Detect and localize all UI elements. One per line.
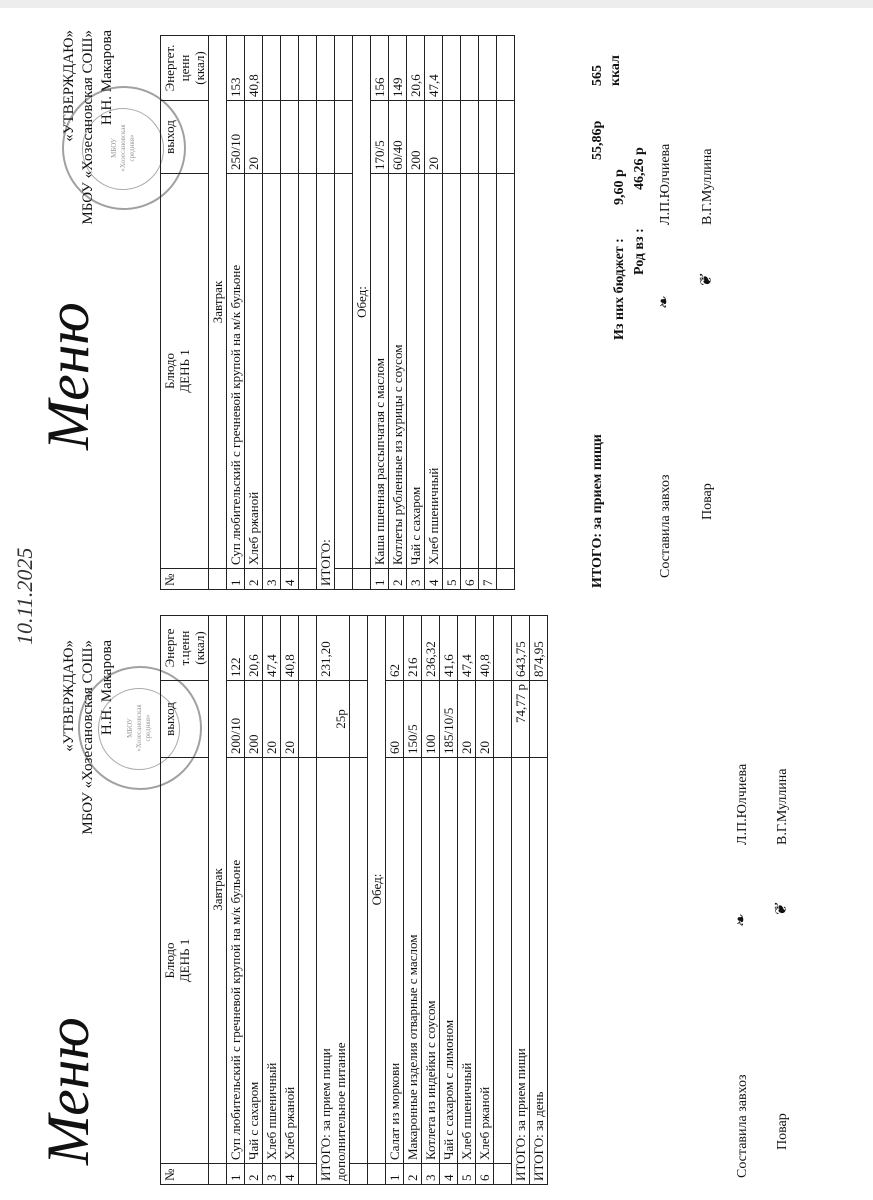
dish-output: 20 [425,101,443,174]
lunch-total-energy: 565 [590,65,605,86]
section-row [209,616,227,1185]
table-row [389,36,407,590]
dish-energy [281,36,299,101]
dish-output [479,101,497,174]
dish-energy: 40,8 [281,616,299,681]
composer-signature: ❧ [654,296,673,310]
composer-name: Л.П.Юлчиева [735,763,750,845]
dish-output: 20 [263,681,281,758]
empty-cell [299,758,317,1164]
empty-cell [494,1164,512,1185]
row-no: 2 [389,569,407,590]
empty-cell [335,101,353,174]
empty-cell [497,36,515,101]
lunch-total-energy: 643,75 [512,616,530,681]
empty-cell [350,616,368,681]
row-no: 3 [407,569,425,590]
approve-director: Н.Н. Макарова [99,30,115,126]
composer-signature: ❧ [731,914,750,928]
row-no: 6 [461,569,479,590]
school-stamp: МБОУ «Хозесановская средняя» [78,666,202,790]
total-row [317,616,350,1185]
row-no: 4 [440,1164,458,1185]
dish-name: Макаронные изделия отварные с маслом [404,758,422,1164]
day-total-label: ИТОГО: за день [530,758,548,1185]
menu-table [160,35,515,590]
dish-output: 60/40 [389,101,407,174]
col-energy: Энергет. ценн (ккал) [161,36,209,101]
table-header-row [161,616,209,1185]
breakfast-total-energy: 231,20 [317,616,350,681]
dish-name: Хлеб пшеничный [425,174,443,569]
empty-cell [335,36,353,101]
table-row [461,36,479,590]
spacer-row [299,616,317,1185]
table-row [407,36,425,590]
composer-name: Л.П.Юлчиева [658,143,673,225]
row-no: 2 [245,1164,263,1185]
empty-cell [299,101,317,174]
dish-energy: 47,4 [263,616,281,681]
empty-cell [335,174,353,569]
dish-energy: 41,6 [440,616,458,681]
dish-name: Хлеб ржаной [245,174,263,569]
approve-org: МБОУ «Хозесановская СОШ» [80,640,96,835]
dish-output [443,101,461,174]
parents-value: 46,26 р [632,147,647,190]
col-dish: Блюдо ДЕНЬ 1 [161,758,209,1164]
dish-name: Котлета из индейки с соусом [422,758,440,1164]
empty-cell [299,681,317,758]
dish-output: 20 [245,101,263,174]
total-row [317,36,335,590]
menu-left [0,600,873,1200]
handwritten-date: 10.11.2025 [12,547,37,645]
dish-energy: 236,32 [422,616,440,681]
day-total-energy: 874,95 [530,616,548,681]
dish-energy [443,36,461,101]
empty-cell [350,758,368,1164]
breakfast-total-label: ИТОГО: [317,174,335,590]
dish-energy: 216 [404,616,422,681]
empty-cell [497,101,515,174]
empty-cell [299,174,317,569]
dish-name: Чай с сахаром [407,174,425,569]
col-output: выход [161,681,209,758]
table-row [263,616,281,1185]
empty-cell [350,681,368,758]
empty-cell [497,569,515,590]
row-no: 7 [479,569,497,590]
row-no: 3 [263,1164,281,1185]
cook-name: В.Г.Муллина [700,148,715,225]
dish-output: 200 [245,681,263,758]
row-no: 1 [371,569,389,590]
dish-name [461,174,479,569]
table-row [227,36,245,590]
lunch-label: Обед: [368,616,386,1164]
dish-output [281,101,299,174]
table-row [425,36,443,590]
cook-name: В.Г.Муллина [775,768,790,845]
col-no: № [161,1164,209,1185]
dish-name: Котлеты рубленные из курицы с соусом [389,174,407,569]
row-no: 5 [458,1164,476,1185]
dish-energy: 40,8 [245,36,263,101]
empty-cell [335,569,353,590]
lunch-total-unit: ккал [608,55,623,86]
table-row [386,616,404,1185]
spacer-row [494,616,512,1185]
table-row [263,36,281,590]
dish-energy: 62 [386,616,404,681]
dish-output: 185/10/5 [440,681,458,758]
lunch-total-price: 55,86р [590,120,605,160]
empty-cell [209,569,227,590]
approve-block [60,640,117,835]
dish-output: 20 [281,681,299,758]
cook-label: Повар [775,1113,790,1150]
table-row [440,616,458,1185]
row-no: 3 [263,569,281,590]
dish-name [263,174,281,569]
dish-output: 20 [476,681,494,758]
row-no: 4 [281,569,299,590]
col-no: № [161,569,209,590]
empty-cell [299,616,317,681]
cook-signature: ❦ [771,903,790,917]
col-energy: Энерге т.ценн (ккал) [161,616,209,681]
col-dish: Блюдо ДЕНЬ 1 [161,174,209,569]
table-row [422,616,440,1185]
dish-name [281,174,299,569]
dish-energy: 153 [227,36,245,101]
table-row [281,616,299,1185]
dish-energy: 149 [389,36,407,101]
budget-value: 9,60 р [612,169,627,205]
empty-cell [317,36,335,101]
dish-name: Чай с сахаром [245,758,263,1164]
dish-energy [263,36,281,101]
section-row [368,616,386,1185]
menu-title: Меню [35,1017,101,1165]
composer-label: Составила завхоз [735,1074,750,1178]
menu-table [160,615,548,1185]
menu-title: Меню [35,302,101,450]
spacer-row [497,36,515,590]
total-row [512,616,530,1185]
empty-cell [494,616,512,681]
empty-cell [497,174,515,569]
lunch-total-price: 74,77 р [512,681,530,758]
empty-cell [317,101,335,174]
table-row [227,616,245,1185]
table-row [443,36,461,590]
dish-name: Салат из моркови [386,758,404,1164]
dish-energy: 20,6 [245,616,263,681]
spacer-row [350,616,368,1185]
dish-output: 20 [458,681,476,758]
empty-cell [350,1164,368,1185]
section-row [353,36,371,590]
approve-org: МБОУ «Хозесановская СОШ» [80,30,96,225]
table-header-row [161,36,209,590]
empty-cell [494,681,512,758]
dish-output: 200 [407,101,425,174]
row-no: 3 [422,1164,440,1185]
dish-name: Хлеб ржаной [281,758,299,1164]
row-no: 2 [404,1164,422,1185]
empty-cell [530,681,548,758]
dish-energy: 20,6 [407,36,425,101]
dish-name: Хлеб пшеничный [263,758,281,1164]
extra-price: 25р [317,681,350,758]
table-row [404,616,422,1185]
section-row [209,36,227,590]
dish-name [443,174,461,569]
dish-name: Суп любительский с гречневой крупой на м/к бульоне [227,758,245,1164]
table-row [476,616,494,1185]
row-no: 1 [386,1164,404,1185]
empty-cell [299,36,317,101]
table-row [458,616,476,1185]
dish-energy [479,36,497,101]
dish-energy [461,36,479,101]
breakfast-total [317,758,350,1185]
school-stamp: МБОУ «Хозесановская средняя» [62,86,186,210]
dish-energy: 122 [227,616,245,681]
approve-title: «УТВЕРЖДАЮ» [61,30,77,142]
dish-output [461,101,479,174]
empty-cell [353,569,371,590]
dish-energy: 40,8 [476,616,494,681]
composer-label: Составила завхоз [658,474,673,578]
table-row [479,36,497,590]
row-no: 1 [227,1164,245,1185]
row-no: 4 [425,569,443,590]
dish-output: 60 [386,681,404,758]
breakfast-total-label: ИТОГО: за прием пищи [318,1048,333,1181]
dish-output [263,101,281,174]
cook-label: Повар [700,483,715,520]
table-row [245,36,263,590]
empty-cell [209,1164,227,1185]
empty-cell [299,569,317,590]
row-no: 5 [443,569,461,590]
extra-label: дополнительное питание [333,1042,348,1181]
row-no: 2 [245,569,263,590]
approve-block [60,30,117,225]
table-row [281,36,299,590]
approve-title: «УТВЕРЖДАЮ» [61,640,77,752]
dish-name: Чай с сахаром с лимоном [440,758,458,1164]
dish-output: 200/10 [227,681,245,758]
dish-energy: 47,4 [458,616,476,681]
table-row [371,36,389,590]
spacer-row [335,36,353,590]
budget-label: Из них бюджет : [612,238,627,340]
dish-output: 250/10 [227,101,245,174]
breakfast-label: Завтрак [209,616,227,1164]
dish-output: 100 [422,681,440,758]
lunch-total-label: ИТОГО: за прием пищи [512,758,530,1185]
cook-signature: ❦ [696,274,715,288]
dish-name: Каша пшенная рассыпчатая с маслом [371,174,389,569]
row-no: 1 [227,569,245,590]
breakfast-label: Завтрак [209,36,227,569]
parents-label: Род вз : [632,228,647,275]
dish-energy: 156 [371,36,389,101]
dish-name [479,174,497,569]
lunch-total-label: ИТОГО: за прием пищи [590,434,605,588]
col-output: выход [161,101,209,174]
lunch-label: Обед: [353,36,371,569]
spacer-row [299,36,317,590]
approve-director: Н.Н. Макарова [99,640,115,736]
dish-energy: 47,4 [425,36,443,101]
dish-name: Хлеб ржаной [476,758,494,1164]
dish-output: 170/5 [371,101,389,174]
dish-name: Хлеб пшеничный [458,758,476,1164]
row-no: 6 [476,1164,494,1185]
table-row [245,616,263,1185]
dish-name: Суп любительский с гречневой крупой на м/к бульоне [227,174,245,569]
empty-cell [494,758,512,1164]
total-row [530,616,548,1185]
row-no: 4 [281,1164,299,1185]
empty-cell [368,1164,386,1185]
empty-cell [299,1164,317,1185]
dish-output: 150/5 [404,681,422,758]
